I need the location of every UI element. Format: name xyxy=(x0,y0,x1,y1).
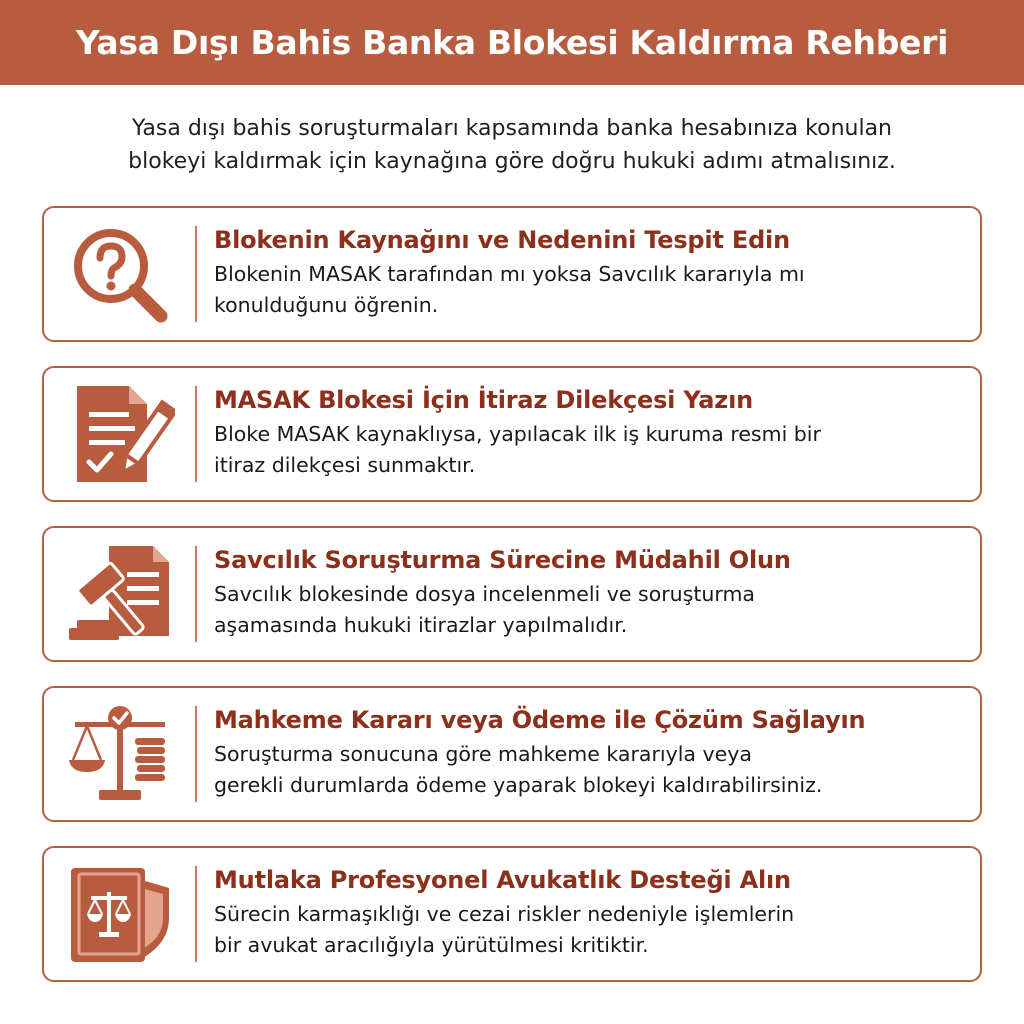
card-divider xyxy=(195,546,197,642)
step-title: Savcılık Soruşturma Sürecine Müdahil Olun xyxy=(214,546,791,574)
step-title: Blokenin Kaynağını ve Nedenini Tespit Edin xyxy=(214,226,790,254)
step-description-line-2: itiraz dilekçesi sunmaktır. xyxy=(214,453,476,477)
card-divider xyxy=(195,386,197,482)
header-banner xyxy=(0,0,1024,85)
step-description xyxy=(214,579,972,641)
step-description-line-1: Sürecin karmaşıklığı ve cezai riskler nedeniyle işlemlerin xyxy=(214,902,795,926)
scales-coins-icon xyxy=(58,702,182,806)
card-divider xyxy=(195,706,197,802)
step-description-line-1: Savcılık blokesinde dosya incelenmeli ve soruşturma xyxy=(214,582,755,606)
card-divider xyxy=(195,226,197,322)
intro-line-2: blokeyi kaldırmak için kaynağına göre doğru hukuki adımı atmalısınız. xyxy=(128,149,896,174)
gavel-document-icon xyxy=(58,542,182,646)
step-card-3 xyxy=(42,526,982,662)
step-description xyxy=(214,259,972,321)
step-description xyxy=(214,419,972,481)
document-pen-icon xyxy=(58,382,182,486)
step-description xyxy=(214,739,972,801)
step-description xyxy=(214,899,972,961)
step-title: MASAK Blokesi İçin İtiraz Dilekçesi Yazın xyxy=(214,386,753,414)
magnifier-question-icon xyxy=(58,222,182,326)
step-card-2 xyxy=(42,366,982,502)
step-description-line-2: aşamasında hukuki itirazlar yapılmalıdır. xyxy=(214,613,628,637)
step-title: Mutlaka Profesyonel Avukatlık Desteği Alın xyxy=(214,866,791,894)
step-description-line-2: bir avukat aracılığıyla yürütülmesi kritiktir. xyxy=(214,933,649,957)
card-divider xyxy=(195,866,197,962)
step-title: Mahkeme Kararı veya Ödeme ile Çözüm Sağlayın xyxy=(214,706,866,734)
step-description-line-2: gerekli durumlarda ödeme yaparak blokeyi kaldırabilirsiniz. xyxy=(214,773,823,797)
step-description-line-1: Blokenin MASAK tarafından mı yoksa Savcılık kararıyla mı xyxy=(214,262,805,286)
step-card-1 xyxy=(42,206,982,342)
intro-text xyxy=(40,112,984,178)
lawbook-shield-icon xyxy=(58,862,182,966)
step-description-line-2: konulduğunu öğrenin. xyxy=(214,293,439,317)
step-description-line-1: Bloke MASAK kaynaklıysa, yapılacak ilk iş kuruma resmi bir xyxy=(214,422,821,446)
intro-line-1: Yasa dışı bahis soruşturmaları kapsamında banka hesabınıza konulan xyxy=(132,116,892,141)
step-description-line-1: Soruşturma sonucuna göre mahkeme kararıyla veya xyxy=(214,742,752,766)
step-card-4 xyxy=(42,686,982,822)
step-card-5 xyxy=(42,846,982,982)
page-title: Yasa Dışı Bahis Banka Blokesi Kaldırma Rehberi xyxy=(75,23,949,62)
